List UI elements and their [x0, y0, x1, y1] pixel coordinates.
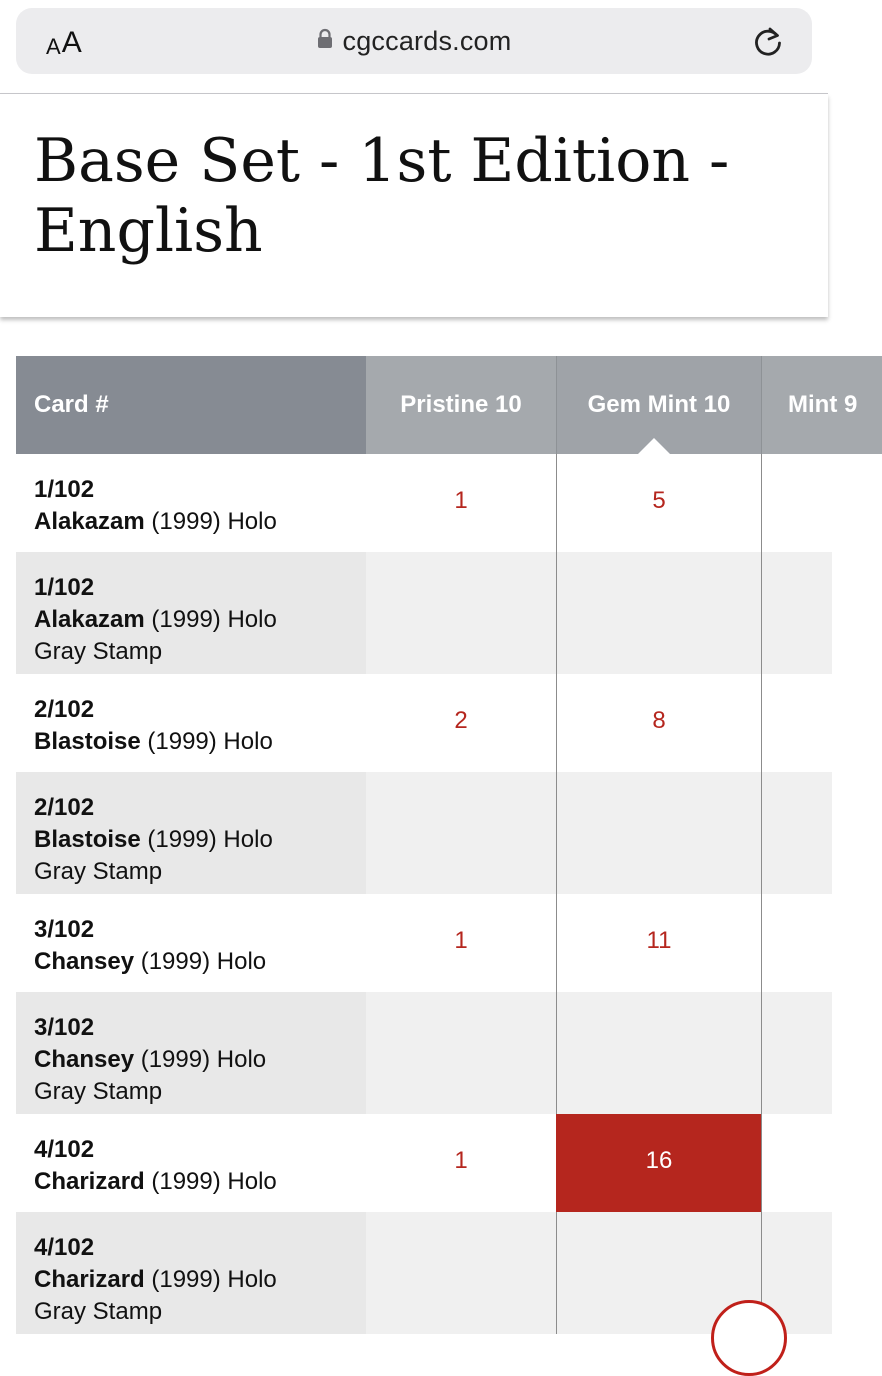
card-label: [34, 674, 366, 758]
gem-mint-10-cell[interactable]: [556, 992, 762, 1114]
census-table[interactable]: [16, 356, 858, 1325]
pristine-10-count[interactable]: 1: [454, 927, 468, 954]
gem-mint-10-count[interactable]: 11: [646, 927, 672, 954]
table-row[interactable]: [16, 992, 828, 1114]
card-cell[interactable]: [16, 1114, 366, 1212]
table-row[interactable]: [16, 552, 828, 674]
card-title-line: [34, 726, 366, 758]
url-display[interactable]: [16, 24, 812, 58]
card-number: 3/102: [34, 916, 95, 943]
pristine-10-cell[interactable]: [366, 1114, 556, 1212]
pristine-10-cell[interactable]: [366, 894, 556, 992]
card-name: Charizard: [34, 1266, 145, 1293]
column-header-pristine-10[interactable]: Pristine 10: [366, 356, 556, 454]
gem-mint-10-count[interactable]: 8: [652, 707, 666, 734]
card-label: [34, 992, 366, 1108]
card-variant: Gray Stamp: [34, 1078, 163, 1105]
page-title: Base Set - 1st Edition - English: [34, 126, 730, 266]
card-cell[interactable]: [16, 552, 366, 674]
lock-icon: [317, 29, 333, 49]
card-description: (1999) Holo: [140, 728, 273, 755]
card-label: [34, 894, 366, 978]
pristine-10-cell[interactable]: [366, 674, 556, 772]
column-header-card[interactable]: Card #: [16, 356, 366, 454]
card-title-line: [34, 946, 366, 978]
gem-mint-10-cell[interactable]: [556, 1114, 762, 1212]
browser-toolbar: [0, 0, 828, 94]
card-label: [34, 1212, 366, 1328]
card-description: (1999) Holo: [144, 1168, 277, 1195]
card-name: Charizard: [34, 1168, 145, 1195]
card-variant: Gray Stamp: [34, 638, 163, 665]
card-description: (1999) Holo: [144, 508, 277, 535]
card-number: 2/102: [34, 794, 95, 821]
card-label: [34, 454, 366, 538]
mint-9-cell[interactable]: [762, 894, 832, 992]
table-header: [16, 356, 858, 454]
card-description: (1999) Holo: [144, 1266, 277, 1293]
card-description: (1999) Holo: [140, 826, 273, 853]
card-variant: Gray Stamp: [34, 858, 163, 885]
card-cell[interactable]: [16, 894, 366, 992]
card-description: (1999) Holo: [134, 948, 267, 975]
column-header-gem-mint-10[interactable]: Gem Mint 10: [556, 356, 762, 454]
card-cell[interactable]: [16, 772, 366, 894]
floating-action-button[interactable]: [711, 1300, 787, 1376]
card-label: [34, 772, 366, 888]
table-row[interactable]: [16, 674, 828, 772]
pristine-10-cell[interactable]: [366, 992, 556, 1114]
card-number: 3/102: [34, 1014, 95, 1041]
card-name: Chansey: [34, 948, 135, 975]
pristine-10-count[interactable]: 1: [454, 487, 468, 514]
url-text: cgccards.com: [342, 25, 512, 56]
card-number: 1/102: [34, 476, 95, 503]
pristine-10-cell[interactable]: [366, 454, 556, 552]
text-size-small-glyph: A: [46, 34, 61, 59]
mint-9-cell[interactable]: [762, 454, 832, 552]
card-label: [34, 1114, 366, 1198]
card-cell[interactable]: [16, 454, 366, 552]
card-name: Chansey: [34, 1046, 135, 1073]
gem-mint-10-cell[interactable]: [556, 674, 762, 772]
pristine-10-cell[interactable]: [366, 552, 556, 674]
sorted-column-indicator: [638, 438, 670, 454]
mint-9-cell[interactable]: [762, 772, 832, 894]
card-title-line: [34, 604, 366, 636]
gem-mint-10-cell[interactable]: [556, 894, 762, 992]
mint-9-cell[interactable]: [762, 674, 832, 772]
column-header-mint-9[interactable]: Mint 9: [762, 356, 882, 454]
mint-9-cell[interactable]: [762, 1114, 832, 1212]
card-name: Blastoise: [34, 826, 141, 853]
pristine-10-count[interactable]: 2: [454, 707, 468, 734]
card-name: Blastoise: [34, 728, 141, 755]
title-section: [0, 94, 828, 317]
reload-icon[interactable]: [750, 24, 786, 60]
table-row[interactable]: [16, 1212, 828, 1334]
card-cell[interactable]: [16, 674, 366, 772]
card-number: 4/102: [34, 1234, 95, 1261]
card-title-line: [34, 1044, 366, 1076]
card-number: 4/102: [34, 1136, 95, 1163]
card-variant: Gray Stamp: [34, 1298, 163, 1325]
card-title-line: [34, 1264, 366, 1296]
pristine-10-cell[interactable]: [366, 1212, 556, 1334]
card-title-line: [34, 824, 366, 856]
table-row[interactable]: [16, 454, 828, 552]
table-row[interactable]: [16, 894, 828, 992]
card-title-line: [34, 1166, 366, 1198]
pristine-10-count[interactable]: 1: [454, 1147, 468, 1174]
gem-mint-10-cell[interactable]: [556, 772, 762, 894]
card-cell[interactable]: [16, 1212, 366, 1334]
card-description: (1999) Holo: [134, 1046, 267, 1073]
text-size-large-glyph: A: [61, 26, 82, 59]
card-number: 2/102: [34, 696, 95, 723]
gem-mint-10-count[interactable]: 16: [645, 1147, 673, 1174]
gem-mint-10-cell[interactable]: [556, 552, 762, 674]
card-name: Alakazam: [34, 606, 145, 633]
card-cell[interactable]: [16, 992, 366, 1114]
card-title-line: [34, 506, 366, 538]
card-description: (1999) Holo: [144, 606, 277, 633]
card-number: 1/102: [34, 574, 95, 601]
gem-mint-10-cell[interactable]: [556, 454, 762, 552]
table-row[interactable]: [16, 772, 828, 894]
card-name: Alakazam: [34, 508, 145, 535]
table-row[interactable]: [16, 1114, 828, 1212]
mint-9-cell[interactable]: [762, 552, 832, 674]
mint-9-cell[interactable]: [762, 992, 832, 1114]
gem-mint-10-count[interactable]: 5: [652, 487, 666, 514]
card-label: [34, 552, 366, 668]
pristine-10-cell[interactable]: [366, 772, 556, 894]
address-bar[interactable]: [16, 8, 812, 74]
